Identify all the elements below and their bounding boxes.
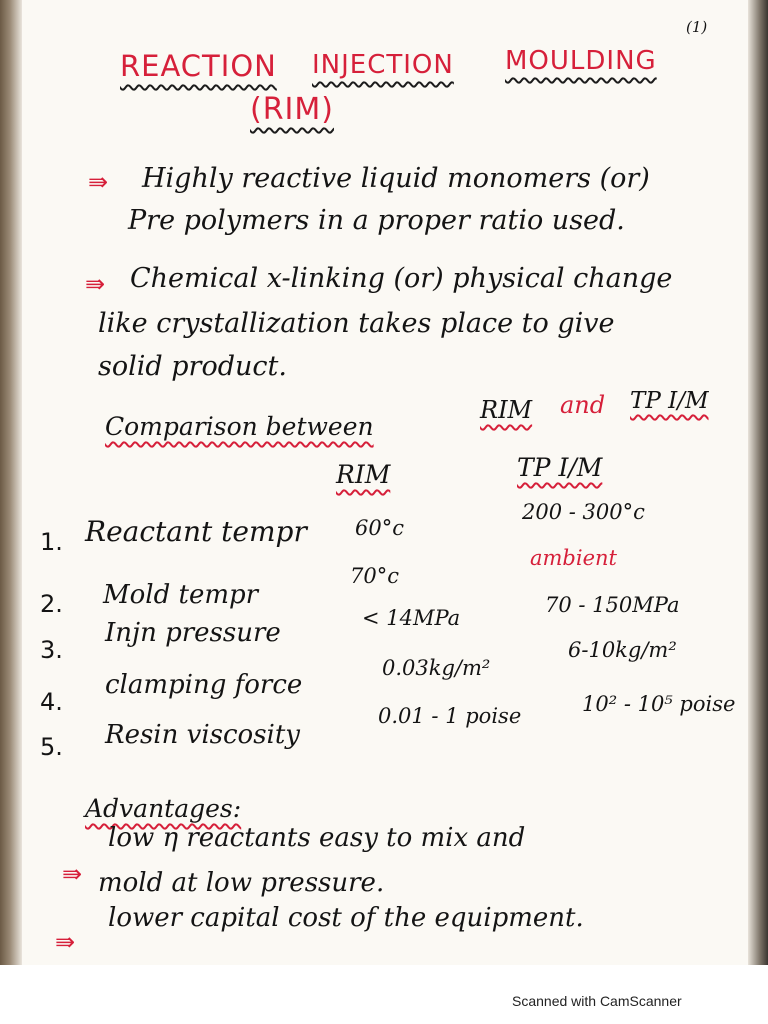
- row-label: Reactant tempr: [85, 515, 307, 548]
- advantage-1-line-1: low η reactants easy to mix and: [108, 823, 526, 853]
- row-rim-value: 70°c: [350, 564, 399, 588]
- comparison-heading-and: and: [560, 391, 606, 419]
- bullet-2-line-1: Chemical x-linking (or) physical change: [130, 263, 673, 294]
- row-label: Mold tempr: [103, 580, 259, 610]
- row-number: 2.: [40, 590, 63, 618]
- title-word-injection: INJECTION: [312, 50, 454, 80]
- row-label: Injn pressure: [105, 618, 281, 648]
- comparison-heading-tp: TP I/M: [630, 388, 709, 414]
- row-number: 3.: [40, 636, 63, 664]
- row-tp-value: 200 - 300°c: [522, 500, 645, 524]
- row-number: 4.: [40, 688, 63, 716]
- bullet-1-line-2: Pre polymers in a proper ratio used.: [128, 205, 625, 236]
- comparison-heading-rim: RIM: [480, 396, 533, 424]
- comparison-heading: Comparison between: [105, 412, 374, 441]
- row-rim-value: 0.01 - 1 poise: [378, 704, 522, 728]
- title-word-moulding: MOULDING: [505, 46, 657, 76]
- row-label: clamping force: [105, 670, 303, 700]
- row-tp-value: 10² - 10⁵ poise: [582, 692, 736, 716]
- page-number: (1): [686, 18, 708, 36]
- scanner-watermark: Scanned with CamScanner: [512, 993, 682, 1009]
- red-arrow-icon: ⇛: [88, 168, 109, 196]
- row-number: 5.: [40, 733, 63, 761]
- red-arrow-icon: ⇛: [85, 270, 106, 298]
- row-rim-value: 60°c: [355, 516, 404, 540]
- row-tp-value: 6-10kg/m²: [568, 638, 677, 662]
- column-header-tp: TP I/M: [517, 453, 603, 482]
- row-tp-value: ambient: [530, 546, 617, 570]
- row-tp-value: 70 - 150MPa: [545, 593, 680, 617]
- bullet-2-line-2: like crystallization takes place to give: [98, 308, 615, 339]
- red-arrow-icon: ⇛: [55, 928, 76, 956]
- bullet-2-line-3: solid product.: [98, 351, 287, 382]
- advantage-2-line-1: lower capital cost of the equipment.: [108, 903, 584, 933]
- page-edge-right: [748, 0, 768, 965]
- title-abbreviation: (RIM): [250, 92, 334, 127]
- row-number: 1.: [40, 528, 63, 556]
- column-header-rim: RIM: [336, 460, 391, 489]
- row-rim-value: 0.03kg/m²: [382, 656, 491, 680]
- row-label: Resin viscosity: [105, 720, 300, 750]
- bullet-1-line-1: Highly reactive liquid monomers (or): [142, 163, 650, 194]
- page-edge-left: [0, 0, 22, 965]
- advantage-1-line-2: mold at low pressure.: [98, 868, 385, 898]
- advantages-heading: Advantages:: [85, 794, 242, 823]
- red-arrow-icon: ⇛: [62, 860, 83, 888]
- title-word-reaction: REACTION: [120, 49, 277, 83]
- row-rim-value: < 14MPa: [362, 606, 461, 630]
